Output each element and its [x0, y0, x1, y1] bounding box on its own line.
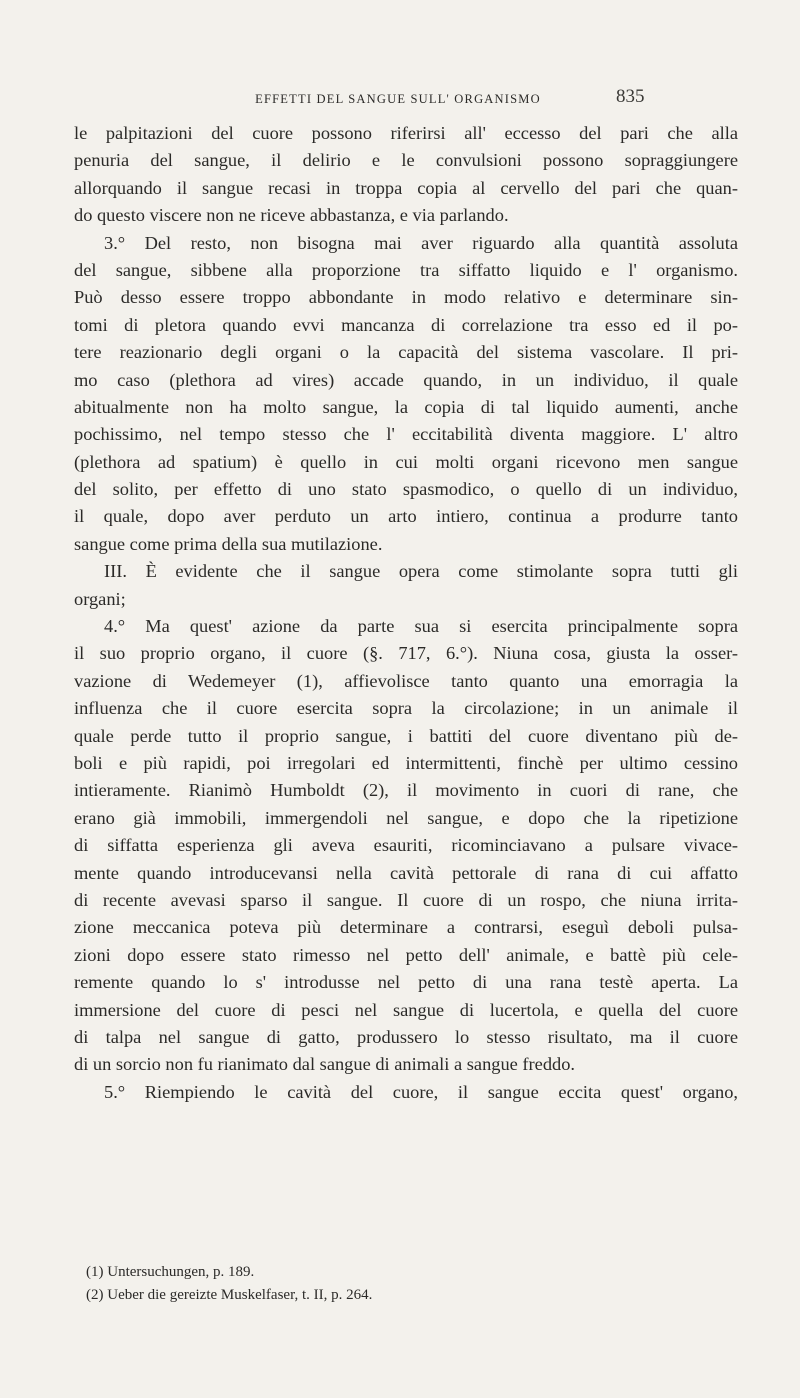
text-line: mo caso (plethora ad vires) accade quando, in un individuo, il quale	[74, 369, 738, 390]
text-line: boli e più rapidi, poi irregolari ed intermittenti, finchè per ultimo cessino	[74, 752, 738, 773]
footnotes	[86, 1261, 706, 1307]
body-text	[74, 120, 738, 1106]
text-line: il suo proprio organo, il cuore (§. 717, 6.°). Niuna cosa, giusta la osser-	[74, 643, 738, 664]
text-line: 4.° Ma quest' azione da parte sua si esercita principalmente sopra	[104, 616, 738, 637]
text-line: immersione del cuore di pesci nel sangue di lucertola, e quella del cuore	[74, 999, 738, 1020]
text-line: di un sorcio non fu rianimato dal sangue di animali a sangue freddo.	[74, 1054, 576, 1075]
text-line: di recente avevasi sparso il sangue. Il cuore di un rospo, che niuna irrita-	[74, 889, 738, 910]
running-title: EFFETTI DEL SANGUE SULL' ORGANISMO	[255, 92, 541, 106]
text-line: do questo viscere non ne riceve abbastanza, e via parlando.	[74, 205, 509, 226]
text-line: tere reazionario degli organi o la capacità del sistema vascolare. Il pri-	[74, 342, 738, 363]
text-line: III. È evidente che il sangue opera come stimolante sopra tutti gli	[104, 561, 738, 582]
text-line: influenza che il cuore esercita sopra la circolazione; in un animale il	[74, 698, 738, 719]
text-line: zione meccanica poteva più determinare a contrarsi, eseguì deboli pulsa-	[74, 917, 738, 938]
text-line: zioni dopo essere stato rimesso nel petto dell' animale, e battè più cele-	[74, 944, 738, 965]
text-line: intieramente. Rianimò Humboldt (2), il movimento in cuori di rane, che	[74, 780, 738, 801]
text-line: del sangue, sibbene alla proporzione tra siffatto liquido e l' organismo.	[74, 259, 738, 280]
text-line: vazione di Wedemeyer (1), affievolisce tanto quanto una emorragia la	[74, 670, 738, 691]
text-line: erano già immobili, immergendoli nel sangue, e dopo che la ripetizione	[74, 807, 738, 828]
text-line: di siffatta esperienza gli aveva esauriti, ricominciavano a pulsare vivace-	[74, 835, 738, 856]
text-line: organi;	[74, 588, 126, 609]
text-line: del solito, per effetto di uno stato spasmodico, o quello di un individuo,	[74, 479, 738, 500]
text-line: quale perde tutto il proprio sangue, i battiti del cuore diventano più de-	[74, 725, 738, 746]
text-line: mente quando introducevansi nella cavità pettorale di rana di cui affatto	[74, 862, 738, 883]
text-line: sangue come prima della sua mutilazione.	[74, 533, 383, 554]
text-line: penuria del sangue, il delirio e le convulsioni possono sopraggiungere	[74, 150, 738, 171]
running-head	[0, 86, 800, 116]
text-line: allorquando il sangue recasi in troppa copia al cervello del pari che quan-	[74, 177, 738, 198]
text-line: le palpitazioni del cuore possono riferirsi all' eccesso del pari che alla	[74, 123, 738, 143]
text-line: pochissimo, nel tempo stesso che l' eccitabilità diventa maggiore. L' altro	[74, 424, 738, 445]
text-line: di talpa nel sangue di gatto, produssero lo stesso risultato, ma il cuore	[74, 1026, 738, 1047]
page-number: 835	[616, 86, 645, 107]
text-line: Può desso essere troppo abbondante in modo relativo e determinare sin-	[74, 287, 738, 308]
text-line: tomi di pletora quando evvi mancanza di correlazione tra esso ed il po-	[74, 314, 738, 335]
text-line: il quale, dopo aver perduto un arto intiero, continua a produrre tanto	[74, 506, 738, 527]
text-line: (plethora ad spatium) è quello in cui molti organi ricevono men sangue	[74, 451, 738, 472]
footnote: (1) Untersuchungen, p. 189.	[86, 1264, 255, 1280]
text-line: remente quando lo s' introdusse nel petto di una rana testè aperta. La	[74, 972, 738, 993]
footnote: (2) Ueber die gereizte Muskelfaser, t. II, p. 264.	[86, 1287, 373, 1303]
text-line: 5.° Riempiendo le cavità del cuore, il sangue eccita quest' organo,	[104, 1081, 738, 1102]
text-line: 3.° Del resto, non bisogna mai aver riguardo alla quantità assoluta	[104, 232, 738, 253]
text-line: abitualmente non ha molto sangue, la copia di tal liquido aumenti, anche	[74, 396, 738, 417]
